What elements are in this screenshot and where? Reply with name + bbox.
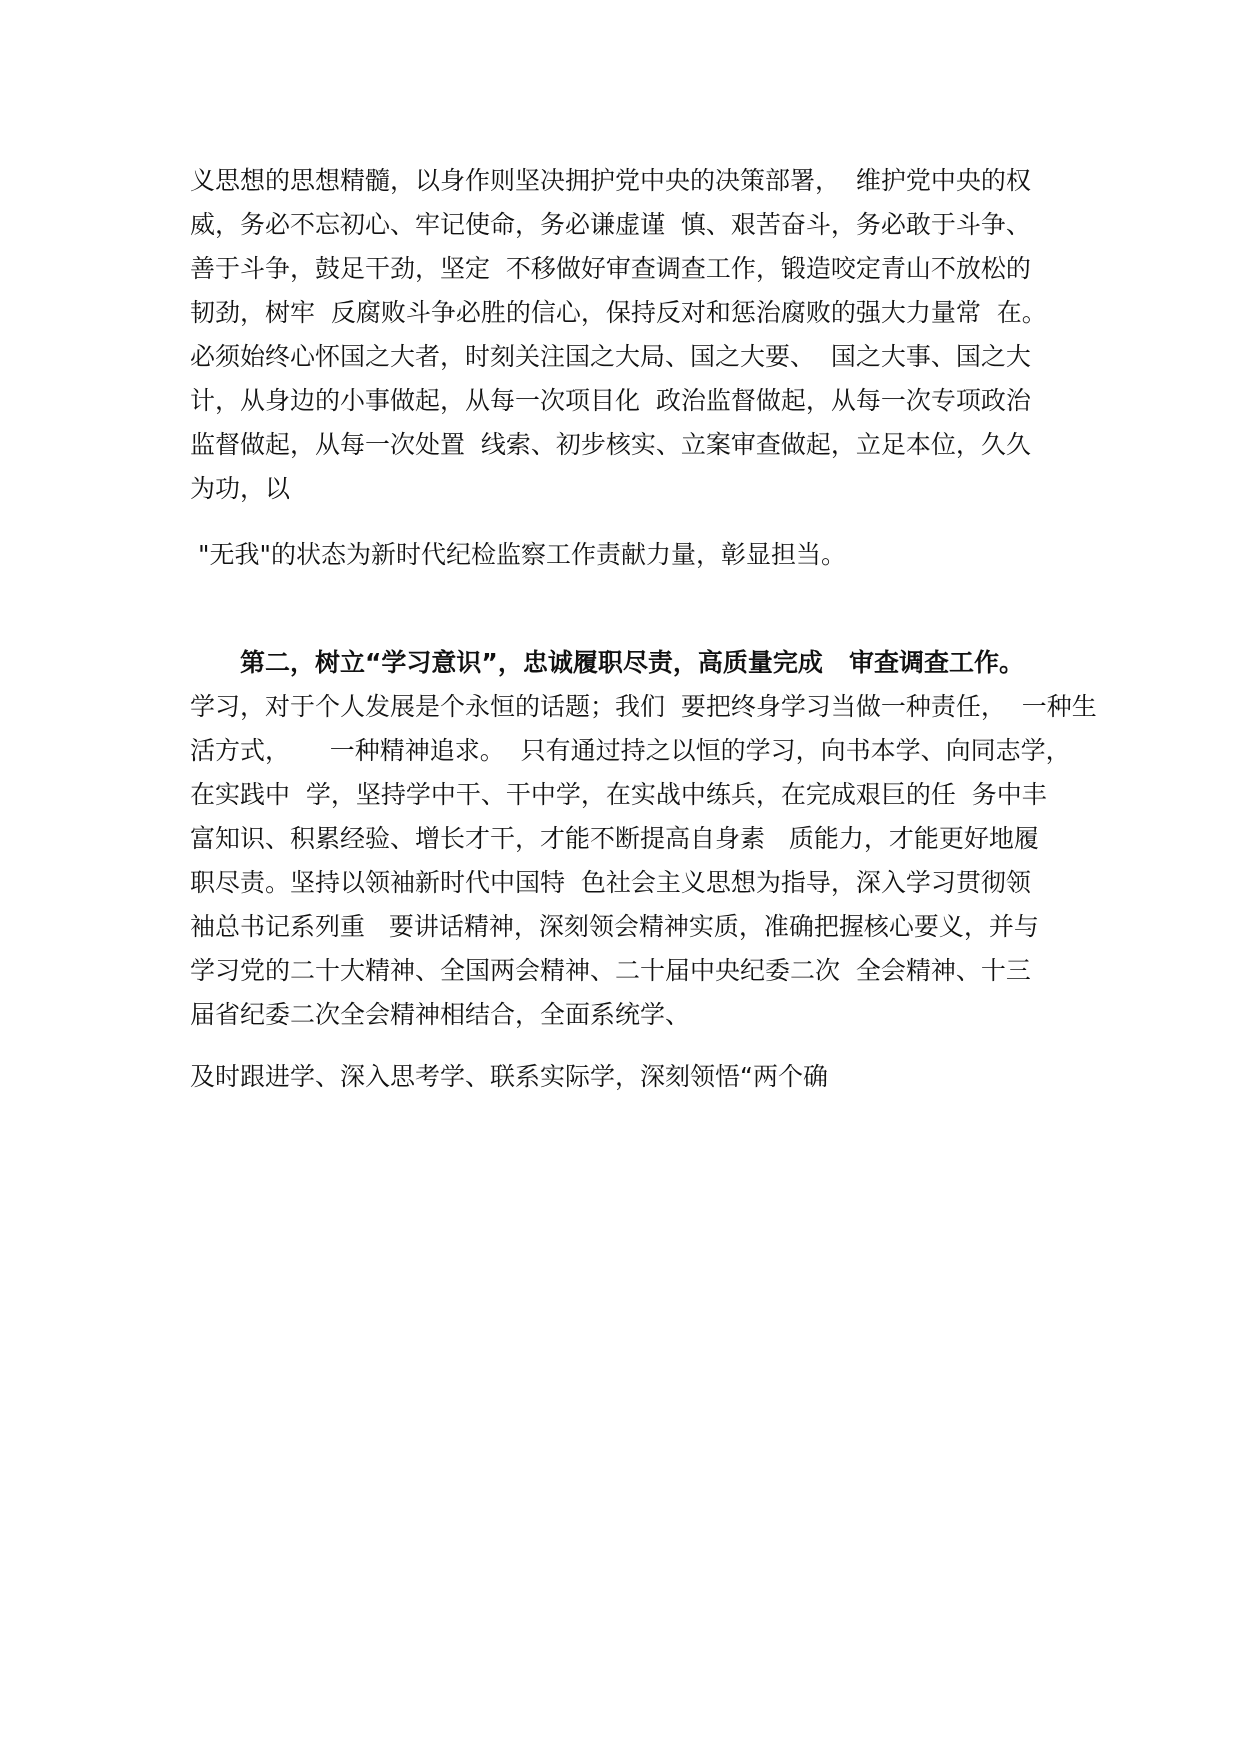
paragraph-3-line-5: 职尽责。坚持以领袖新时代中国特 色社会主义思想为指导，深入学习贯彻领: [190, 868, 1031, 897]
paragraph-3-line-4: 富知识、积累经验、增长才干，才能不断提高自身素 质能力，才能更好地履: [190, 824, 1039, 853]
paragraph-1-line-5: 必须始终心怀国之大者，时刻关注国之大局、国之大要、 国之大事、国之大: [190, 342, 1031, 371]
paragraph-3-line-2: 活方式， 一种精神追求。 只有通过持之以恒的学习，向书本学、向同志学，: [190, 736, 1071, 765]
paragraph-1-line-4: 韧劲，树牢 反腐败斗争必胜的信心，保持反对和惩治腐败的强大力量常 在。: [190, 298, 1047, 327]
paragraph-1-line-2: 威，务必不忘初心、牢记使命，务必谦虚谨 慎、艰苦奋斗，务必敢于斗争、: [190, 210, 1031, 239]
paragraph-1-line-3: 善于斗争，鼓足干劲，坚定 不移做好审查调查工作，锻造咬定青山不放松的: [190, 254, 1031, 283]
paragraph-1-line-6: 计，从身边的小事做起，从每一次项目化 政治监督做起，从每一次专项政治: [190, 386, 1031, 415]
paragraph-1-line-1: 义思想的思想精髓，以身作则坚决拥护党中央的决策部署， 维护党中央的权: [190, 166, 1031, 195]
paragraph-3-line-3: 在实践中 学，坚持学中干、干中学，在实战中练兵，在完成艰巨的任 务中丰: [190, 780, 1047, 809]
paragraph-1-line-8: 为功，以: [190, 474, 291, 503]
paragraph-3-line-6: 袖总书记系列重 要讲话精神，深刻领会精神实质，准确把握核心要义，并与: [190, 912, 1039, 941]
paragraph-3-line-1: 学习，对于个人发展是个永恒的话题；我们 要把终身学习当做一种责任， 一种生: [190, 692, 1097, 721]
paragraph-3-line-8: 届省纪委二次全会精神相结合，全面系统学、: [190, 1000, 691, 1029]
paragraph-2: "无我"的状态为新时代纪检监察工作责献力量，彰显担当。: [190, 540, 846, 569]
paragraph-4: 及时跟进学、深入思考学、联系实际学，深刻领悟“两个确: [190, 1062, 828, 1091]
paragraph-1-line-7: 监督做起，从每一次处置 线索、初步核实、立案审查做起，立足本位，久久: [190, 430, 1031, 459]
paragraph-3-line-7: 学习党的二十大精神、全国两会精神、二十届中央纪委二次 全会精神、十三: [190, 956, 1031, 985]
section-heading: 第二，树立“学习意识”，忠诚履职尽责，高质量完成 审查调查工作。: [240, 648, 1024, 677]
